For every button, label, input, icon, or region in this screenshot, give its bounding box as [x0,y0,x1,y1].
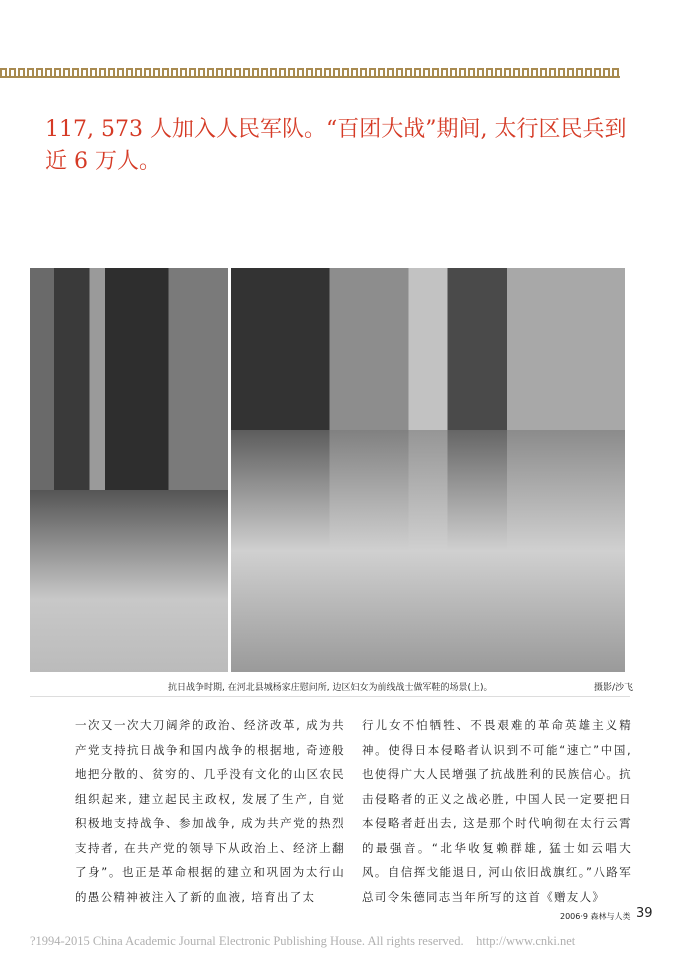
photo-right [231,268,625,672]
copyright-notice: ?1994-2015 China Academic Journal Electronic Publishing House. All rights reserved. http://www.cnki.net [30,934,576,948]
photo-credit: 摄影/沙飞 [593,683,633,693]
headline: 117, 573 人加入人民军队。“百团大战”期间, 太行区民兵到近 6 万人。 [45,117,627,174]
body-column-1: 一次又一次大刀阔斧的政治、经济改革, 成为共产党支持抗日战争和国内战争的根据地, 奇迹般地把分散的、贫穷的、几乎没有文化的山区农民组织起来, 建立起民主政权, 发展了生产, 自觉积极地支持战争、参加战争, 成为共产党的热烈支持者, 在共产党的领导下从政治上、经济上翻了身”。也正是革命根据的建立和巩固为太行山的愚公精神被注入了新的血液, 培育出了太 [75,718,345,904]
page-number: 39 [636,906,653,921]
decorative-border [0,68,620,78]
body-column-2: 行儿女不怕牺牲、不畏艰难的革命英雄主义精神。使得日本侵略者认识到不可能“速亡”中国, 也使得广大人民增强了抗战胜利的民族信心。抗击侵略者的正义之战必胜, 中国人民一定要把日本侵略者赶出去, 这是那个时代响彻在太行云霄的最强音。“北华收复赖群雄, 猛士如云唱大风。自信挥戈能退日, 河山依旧战旗红。”八路军总司令朱德同志当年所写的这首《赠友人》 [362,718,632,904]
issue-label: 2006·9 森林与人类 [560,912,631,921]
photo-left [30,268,228,672]
divider [30,696,630,697]
photo-caption [168,680,633,693]
caption-text: 抗日战争时期, 在河北县城杨家庄慰问所, 边区妇女为前线战士做军鞋的场景(上)。 [168,683,493,693]
